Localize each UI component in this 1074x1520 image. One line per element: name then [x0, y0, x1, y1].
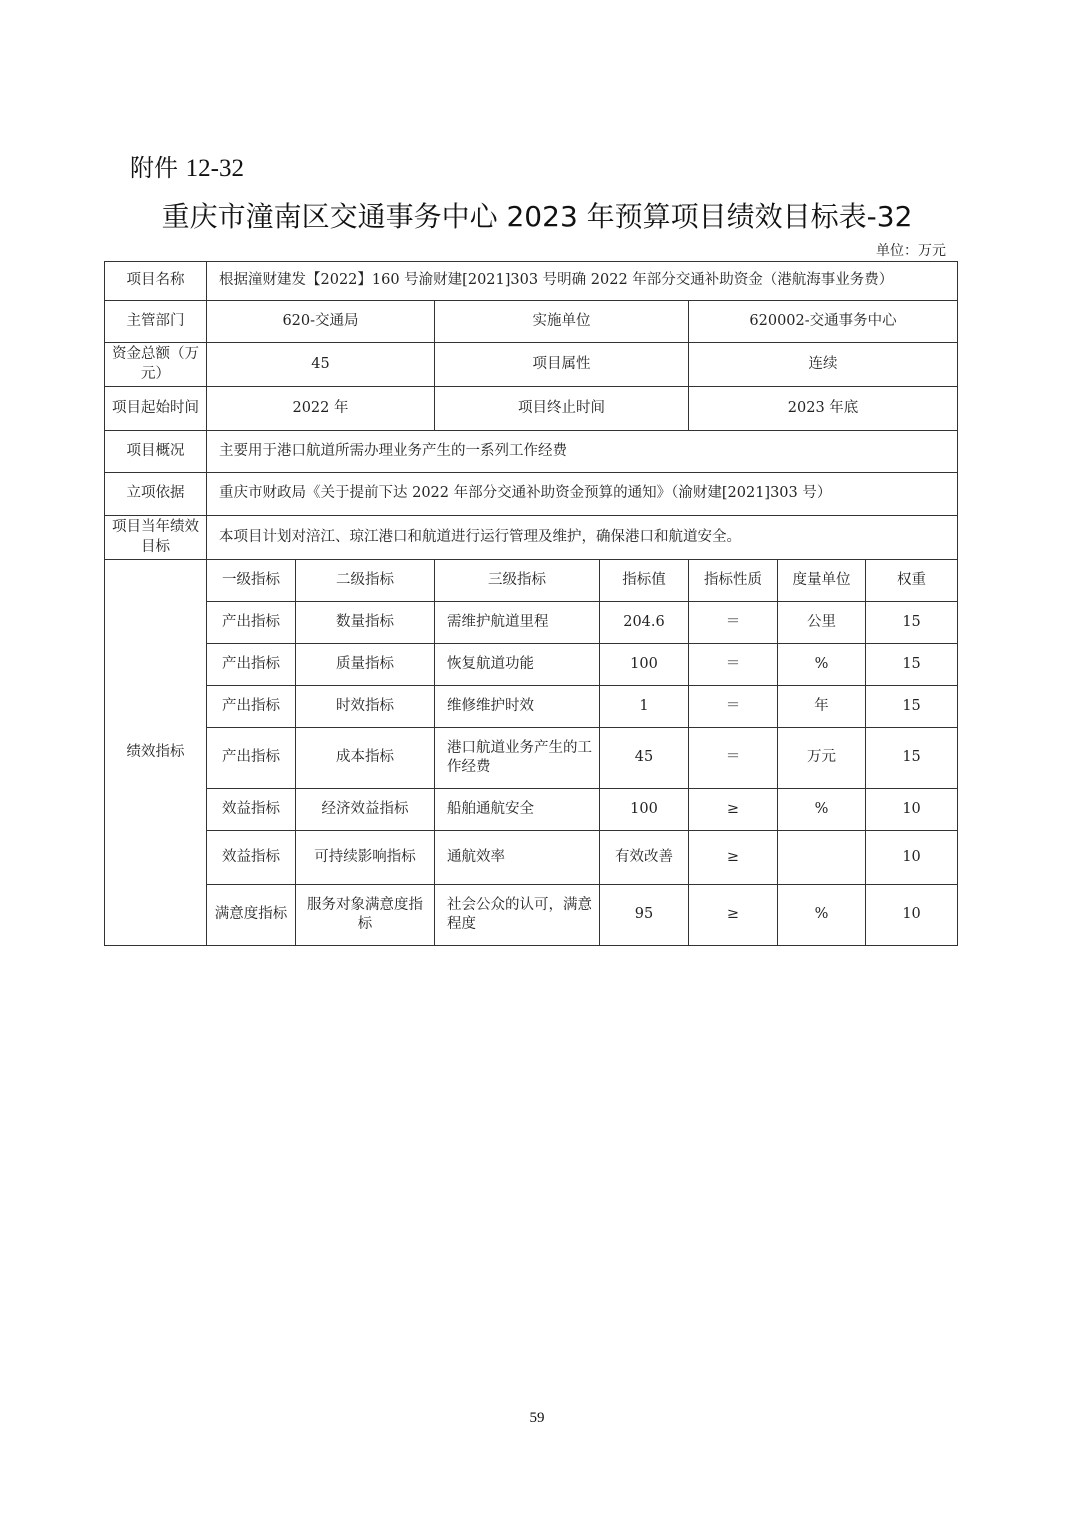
- header-cell: 三级指标: [435, 560, 600, 602]
- level2-cell: 时效指标: [296, 686, 435, 728]
- nature-cell: ＝: [689, 644, 778, 686]
- goal-label: 项目当年绩效目标: [105, 516, 207, 560]
- weight-cell: 15: [866, 728, 958, 789]
- overview-label: 项目概况: [105, 431, 207, 473]
- level1-cell: 效益指标: [207, 789, 296, 831]
- dept-value: 620-交通局: [207, 301, 435, 343]
- project-name-label: 项目名称: [105, 262, 207, 301]
- unit-cell: 年: [778, 686, 866, 728]
- value-cell: 100: [600, 789, 689, 831]
- project-name: 根据潼财建发【2022】160 号渝财建[2021]303 号明确 2022 年部分交通补助资金（港航海事业务费）: [207, 262, 958, 301]
- level1-cell: 产出指标: [207, 728, 296, 789]
- page-title: 重庆市潼南区交通事务中心 2023 年预算项目绩效目标表-32: [161, 200, 913, 233]
- weight-cell: 10: [866, 789, 958, 831]
- level2-cell: 可持续影响指标: [296, 831, 435, 885]
- table-row: [105, 789, 958, 831]
- level2-cell: 经济效益指标: [296, 789, 435, 831]
- level3-cell: 维修维护时效: [435, 686, 600, 728]
- level2-cell: 数量指标: [296, 602, 435, 644]
- basis-label: 立项依据: [105, 473, 207, 516]
- value-cell: 100: [600, 644, 689, 686]
- nature-cell: ＝: [689, 728, 778, 789]
- weight-cell: 10: [866, 885, 958, 946]
- nature-cell: ≥: [689, 789, 778, 831]
- header-cell: 指标性质: [689, 560, 778, 602]
- level2-cell: 成本指标: [296, 728, 435, 789]
- level3-cell: 船舶通航安全: [435, 789, 600, 831]
- nature-cell: ≥: [689, 885, 778, 946]
- value-cell: 95: [600, 885, 689, 946]
- weight-cell: 15: [866, 644, 958, 686]
- unit-cell: 公里: [778, 602, 866, 644]
- level1-cell: 满意度指标: [207, 885, 296, 946]
- start-value: 2022 年: [207, 387, 435, 431]
- end-value: 2023 年底: [689, 387, 958, 431]
- goal-value: 本项目计划对涪江、琼江港口和航道进行运行管理及维护，确保港口和航道安全。: [207, 516, 958, 560]
- unit-cell: %: [778, 885, 866, 946]
- header-cell: 二级指标: [296, 560, 435, 602]
- table-row: [105, 602, 958, 644]
- level3-cell: 需维护航道里程: [435, 602, 600, 644]
- header-cell: 一级指标: [207, 560, 296, 602]
- dept-label: 主管部门: [105, 301, 207, 343]
- level1-cell: 产出指标: [207, 644, 296, 686]
- level2-cell: 服务对象满意度指标: [296, 885, 435, 946]
- value-cell: 有效改善: [600, 831, 689, 885]
- weight-cell: 10: [866, 831, 958, 885]
- table-row: [105, 831, 958, 885]
- table-row: [105, 728, 958, 789]
- impl-label: 实施单位: [435, 301, 689, 343]
- table-row: [105, 885, 958, 946]
- level1-cell: 效益指标: [207, 831, 296, 885]
- header-cell: 度量单位: [778, 560, 866, 602]
- level3-cell: 恢复航道功能: [435, 644, 600, 686]
- end-label: 项目终止时间: [435, 387, 689, 431]
- header-cell: 指标值: [600, 560, 689, 602]
- attachment-label: [130, 148, 244, 183]
- value-cell: 45: [600, 728, 689, 789]
- unit-cell: %: [778, 789, 866, 831]
- level3-cell: 社会公众的认可，满意程度: [435, 885, 600, 946]
- level1-cell: 产出指标: [207, 686, 296, 728]
- basis-value: 重庆市财政局《关于提前下达 2022 年部分交通补助资金预算的通知》（渝财建[2021]303 号）: [207, 473, 958, 516]
- impl-value: 620002-交通事务中心: [689, 301, 958, 343]
- value-cell: 1: [600, 686, 689, 728]
- amount-label: 资金总额（万元）: [105, 343, 207, 387]
- unit-label: 单位：万元: [876, 243, 946, 259]
- level1-cell: 产出指标: [207, 602, 296, 644]
- level2-cell: 质量指标: [296, 644, 435, 686]
- amount-value: 45: [207, 343, 435, 387]
- table-row: [105, 644, 958, 686]
- header-cell: 权重: [866, 560, 958, 602]
- overview-value: 主要用于港口航道所需办理业务产生的一系列工作经费: [207, 431, 958, 473]
- level3-cell: 港口航道业务产生的工作经费: [435, 728, 600, 789]
- page-number: 59: [529, 1410, 545, 1426]
- performance-table: [104, 261, 958, 946]
- weight-cell: 15: [866, 686, 958, 728]
- nature-cell: ＝: [689, 686, 778, 728]
- attachment-prefix: 附件: [130, 154, 178, 182]
- nature-cell: ≥: [689, 831, 778, 885]
- weight-cell: 15: [866, 602, 958, 644]
- level3-cell: 通航效率: [435, 831, 600, 885]
- nature-cell: ＝: [689, 602, 778, 644]
- unit-cell: %: [778, 644, 866, 686]
- table-row: [105, 686, 958, 728]
- value-cell: 204.6: [600, 602, 689, 644]
- attr-label: 项目属性: [435, 343, 689, 387]
- attachment-number: 12-32: [185, 155, 244, 182]
- indicators-section-label: 绩效指标: [105, 560, 207, 946]
- start-label: 项目起始时间: [105, 387, 207, 431]
- unit-cell: 万元: [778, 728, 866, 789]
- unit-cell: [778, 831, 866, 885]
- attr-value: 连续: [689, 343, 958, 387]
